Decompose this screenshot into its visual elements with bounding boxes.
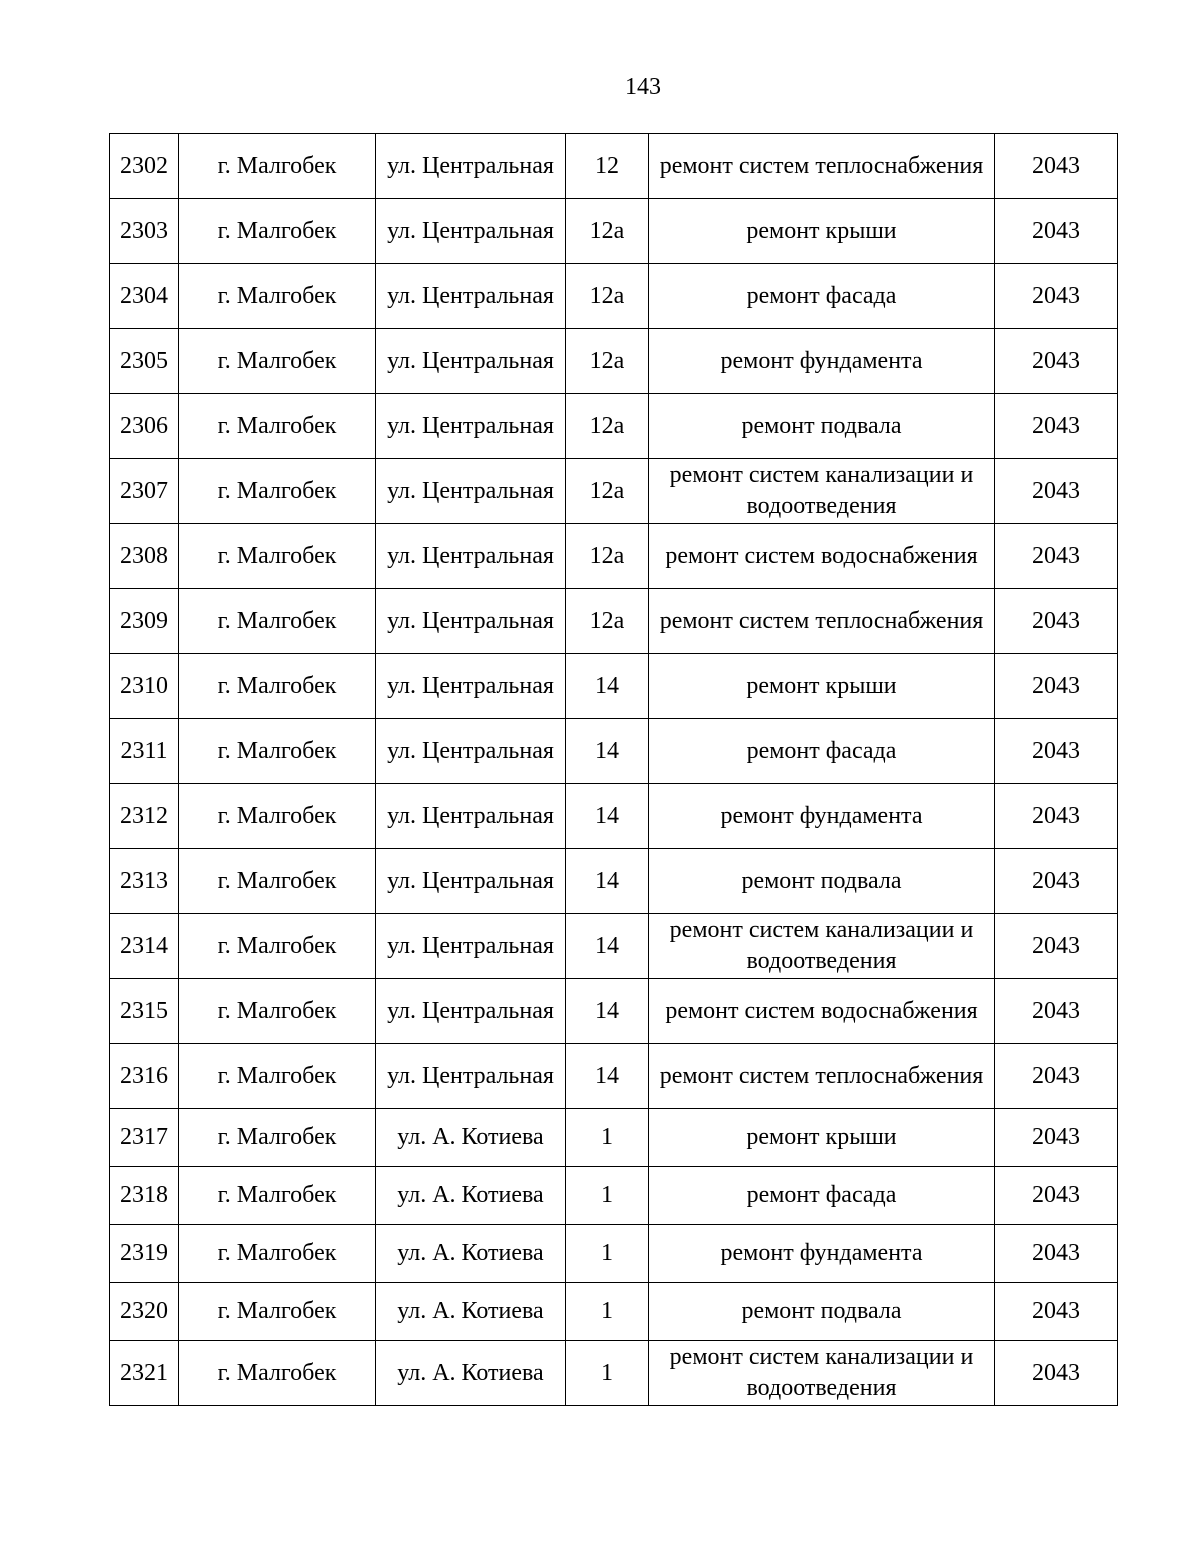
cell-house: 14	[566, 1044, 649, 1109]
cell-year: 2043	[995, 1109, 1118, 1167]
cell-city: г. Малгобек	[179, 459, 376, 524]
table-row	[110, 329, 1118, 394]
cell-city: г. Малгобек	[179, 719, 376, 784]
cell-work-type: ремонт фасада	[649, 719, 995, 784]
cell-number: 2304	[110, 264, 179, 329]
cell-house: 1	[566, 1109, 649, 1167]
cell-street: ул. Центральная	[376, 134, 566, 199]
cell-number: 2313	[110, 849, 179, 914]
cell-street: ул. Центральная	[376, 524, 566, 589]
cell-year: 2043	[995, 1044, 1118, 1109]
page-number-container	[0, 72, 1200, 102]
cell-house: 1	[566, 1225, 649, 1283]
table-row	[110, 1341, 1118, 1406]
cell-year: 2043	[995, 459, 1118, 524]
cell-year: 2043	[995, 914, 1118, 979]
cell-year: 2043	[995, 1283, 1118, 1341]
cell-street: ул. Центральная	[376, 394, 566, 459]
cell-city: г. Малгобек	[179, 1044, 376, 1109]
cell-year: 2043	[995, 329, 1118, 394]
cell-street: ул. А. Котиева	[376, 1225, 566, 1283]
cell-house: 14	[566, 654, 649, 719]
cell-city: г. Малгобек	[179, 1283, 376, 1341]
cell-street: ул. Центральная	[376, 459, 566, 524]
cell-work-type: ремонт систем водоснабжения	[649, 524, 995, 589]
cell-year: 2043	[995, 849, 1118, 914]
table-row	[110, 979, 1118, 1044]
cell-city: г. Малгобек	[179, 524, 376, 589]
cell-house: 14	[566, 719, 649, 784]
cell-number: 2314	[110, 914, 179, 979]
cell-house: 12а	[566, 459, 649, 524]
cell-work-type: ремонт систем теплоснабжения	[649, 134, 995, 199]
cell-city: г. Малгобек	[179, 264, 376, 329]
cell-city: г. Малгобек	[179, 134, 376, 199]
cell-street: ул. Центральная	[376, 979, 566, 1044]
cell-work-type: ремонт фундамента	[649, 329, 995, 394]
cell-year: 2043	[995, 589, 1118, 654]
cell-number: 2311	[110, 719, 179, 784]
table-row	[110, 459, 1118, 524]
table-row	[110, 719, 1118, 784]
cell-house: 12а	[566, 329, 649, 394]
cell-work-type: ремонт фундамента	[649, 784, 995, 849]
cell-street: ул. Центральная	[376, 654, 566, 719]
cell-house: 1	[566, 1341, 649, 1406]
cell-house: 12	[566, 134, 649, 199]
cell-number: 2315	[110, 979, 179, 1044]
cell-city: г. Малгобек	[179, 1167, 376, 1225]
cell-number: 2303	[110, 199, 179, 264]
cell-number: 2321	[110, 1341, 179, 1406]
table-row	[110, 914, 1118, 979]
cell-street: ул. Центральная	[376, 914, 566, 979]
cell-year: 2043	[995, 1225, 1118, 1283]
cell-work-type: ремонт фасада	[649, 1167, 995, 1225]
cell-work-type: ремонт подвала	[649, 849, 995, 914]
cell-city: г. Малгобек	[179, 784, 376, 849]
cell-number: 2308	[110, 524, 179, 589]
cell-house: 14	[566, 849, 649, 914]
cell-house: 12а	[566, 264, 649, 329]
cell-house: 14	[566, 784, 649, 849]
cell-street: ул. А. Котиева	[376, 1167, 566, 1225]
cell-city: г. Малгобек	[179, 394, 376, 459]
table-row	[110, 199, 1118, 264]
cell-number: 2306	[110, 394, 179, 459]
cell-house: 1	[566, 1167, 649, 1225]
cell-street: ул. А. Котиева	[376, 1341, 566, 1406]
cell-year: 2043	[995, 979, 1118, 1044]
cell-work-type: ремонт крыши	[649, 654, 995, 719]
cell-city: г. Малгобек	[179, 654, 376, 719]
cell-street: ул. Центральная	[376, 589, 566, 654]
table-body	[110, 134, 1118, 1406]
repair-schedule-table	[109, 133, 1118, 1406]
cell-city: г. Малгобек	[179, 979, 376, 1044]
cell-work-type: ремонт фундамента	[649, 1225, 995, 1283]
cell-work-type: ремонт систем канализации и водоотведения	[649, 1341, 995, 1406]
cell-street: ул. Центральная	[376, 784, 566, 849]
cell-house: 14	[566, 914, 649, 979]
cell-year: 2043	[995, 264, 1118, 329]
cell-year: 2043	[995, 1167, 1118, 1225]
cell-house: 12а	[566, 199, 649, 264]
cell-work-type: ремонт систем канализации и водоотведения	[649, 914, 995, 979]
page-number: 143	[625, 74, 661, 100]
table-row	[110, 1225, 1118, 1283]
cell-city: г. Малгобек	[179, 199, 376, 264]
cell-number: 2319	[110, 1225, 179, 1283]
cell-city: г. Малгобек	[179, 329, 376, 394]
cell-number: 2305	[110, 329, 179, 394]
cell-house: 12а	[566, 394, 649, 459]
cell-work-type: ремонт подвала	[649, 394, 995, 459]
cell-street: ул. Центральная	[376, 1044, 566, 1109]
cell-number: 2316	[110, 1044, 179, 1109]
cell-house: 12а	[566, 589, 649, 654]
cell-work-type: ремонт подвала	[649, 1283, 995, 1341]
cell-year: 2043	[995, 199, 1118, 264]
cell-number: 2310	[110, 654, 179, 719]
cell-street: ул. А. Котиева	[376, 1283, 566, 1341]
cell-work-type: ремонт систем теплоснабжения	[649, 589, 995, 654]
table-row	[110, 264, 1118, 329]
cell-work-type: ремонт крыши	[649, 199, 995, 264]
table-row	[110, 1167, 1118, 1225]
cell-number: 2318	[110, 1167, 179, 1225]
cell-year: 2043	[995, 394, 1118, 459]
table-row	[110, 589, 1118, 654]
cell-street: ул. Центральная	[376, 264, 566, 329]
table-row	[110, 784, 1118, 849]
table-row	[110, 849, 1118, 914]
table-row	[110, 1109, 1118, 1167]
cell-work-type: ремонт фасада	[649, 264, 995, 329]
table-row	[110, 524, 1118, 589]
cell-city: г. Малгобек	[179, 1109, 376, 1167]
table-row	[110, 1044, 1118, 1109]
cell-number: 2302	[110, 134, 179, 199]
cell-city: г. Малгобек	[179, 1341, 376, 1406]
cell-house: 14	[566, 979, 649, 1044]
cell-year: 2043	[995, 719, 1118, 784]
cell-house: 12а	[566, 524, 649, 589]
cell-work-type: ремонт систем водоснабжения	[649, 979, 995, 1044]
table-row	[110, 134, 1118, 199]
cell-city: г. Малгобек	[179, 914, 376, 979]
cell-city: г. Малгобек	[179, 589, 376, 654]
cell-year: 2043	[995, 654, 1118, 719]
cell-street: ул. А. Котиева	[376, 1109, 566, 1167]
cell-city: г. Малгобек	[179, 849, 376, 914]
cell-year: 2043	[995, 134, 1118, 199]
cell-year: 2043	[995, 1341, 1118, 1406]
cell-work-type: ремонт крыши	[649, 1109, 995, 1167]
cell-work-type: ремонт систем канализации и водоотведения	[649, 459, 995, 524]
table-row	[110, 394, 1118, 459]
cell-street: ул. Центральная	[376, 199, 566, 264]
cell-number: 2307	[110, 459, 179, 524]
cell-number: 2320	[110, 1283, 179, 1341]
cell-house: 1	[566, 1283, 649, 1341]
table-row	[110, 654, 1118, 719]
table-row	[110, 1283, 1118, 1341]
cell-number: 2317	[110, 1109, 179, 1167]
cell-work-type: ремонт систем теплоснабжения	[649, 1044, 995, 1109]
cell-city: г. Малгобек	[179, 1225, 376, 1283]
cell-street: ул. Центральная	[376, 719, 566, 784]
cell-year: 2043	[995, 524, 1118, 589]
cell-number: 2309	[110, 589, 179, 654]
cell-street: ул. Центральная	[376, 849, 566, 914]
cell-street: ул. Центральная	[376, 329, 566, 394]
cell-number: 2312	[110, 784, 179, 849]
cell-year: 2043	[995, 784, 1118, 849]
